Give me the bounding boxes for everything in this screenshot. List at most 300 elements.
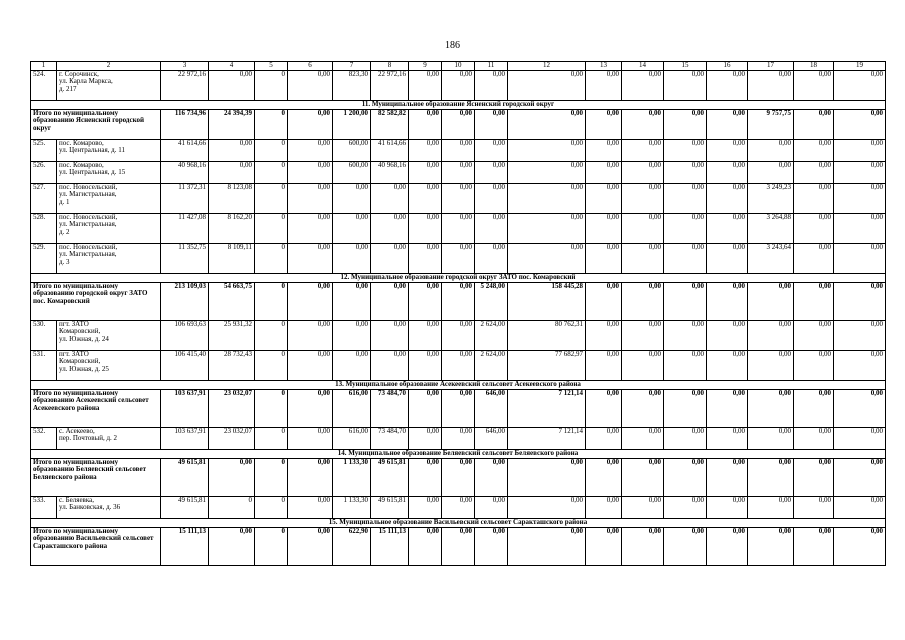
value-cell: 0,00 [288, 139, 333, 161]
address-cell: пос. Комарово, ул. Центральная, д. 15 [57, 161, 161, 183]
value-cell: 0,00 [664, 213, 707, 243]
value-cell: 0,00 [707, 161, 748, 183]
value-cell: 40 968,16 [161, 161, 209, 183]
value-cell: 0,00 [586, 350, 622, 380]
total-value: 0,00 [288, 389, 333, 427]
value-cell: 0,00 [707, 243, 748, 273]
value-cell: 41 614,66 [161, 139, 209, 161]
total-value: 0,00 [586, 527, 622, 565]
table-row [31, 427, 886, 449]
header-cell: 14 [622, 62, 664, 71]
value-cell: 8 162,20 [209, 213, 255, 243]
value-cell: 80 762,31 [508, 320, 586, 350]
value-cell: 0,00 [664, 139, 707, 161]
value-cell: 0,00 [834, 70, 886, 100]
total-value: 103 637,91 [161, 389, 209, 427]
value-cell: 3 249,23 [748, 183, 794, 213]
value-cell: 0 [255, 243, 288, 273]
value-cell: 0,00 [707, 70, 748, 100]
row-number: 531. [31, 350, 57, 380]
value-cell: 0 [255, 139, 288, 161]
value-cell: 0,00 [508, 243, 586, 273]
value-cell: 0 [255, 183, 288, 213]
total-value: 0,00 [442, 527, 475, 565]
total-value: 7 121,14 [508, 389, 586, 427]
value-cell: 0,00 [834, 161, 886, 183]
value-cell: 0,00 [794, 161, 834, 183]
value-cell: 0,00 [622, 213, 664, 243]
page-number: 186 [445, 40, 460, 51]
value-cell: 0,00 [508, 139, 586, 161]
header-cell: 12 [508, 62, 586, 71]
value-cell: 22 972,16 [161, 70, 209, 100]
value-cell: 0,00 [834, 427, 886, 449]
value-cell: 0 [255, 213, 288, 243]
address-cell: с. Беляевка, ул. Банковская, д. 36 [57, 496, 161, 518]
total-value: 23 032,07 [209, 389, 255, 427]
value-cell: 3 264,88 [748, 213, 794, 243]
value-cell: 0,00 [748, 350, 794, 380]
header-cell: 5 [255, 62, 288, 71]
value-cell: 0,00 [664, 70, 707, 100]
value-cell: 0,00 [707, 183, 748, 213]
value-cell: 0,00 [371, 320, 409, 350]
value-cell: 0 [255, 350, 288, 380]
total-value: 49 615,81 [371, 458, 409, 496]
value-cell: 0,00 [622, 427, 664, 449]
section-title: 14. Муниципальное образование Беляевский сельсовет Беляевского района [31, 449, 886, 458]
value-cell: 11 352,75 [161, 243, 209, 273]
value-cell: 0,00 [333, 213, 371, 243]
value-cell: 0,00 [475, 183, 508, 213]
row-number: 530. [31, 320, 57, 350]
total-value: 0,00 [409, 458, 442, 496]
table-row [31, 496, 886, 518]
value-cell: 11 427,08 [161, 213, 209, 243]
value-cell: 0,00 [794, 320, 834, 350]
value-cell: 25 931,32 [209, 320, 255, 350]
value-cell: 0,00 [508, 161, 586, 183]
value-cell: 600,00 [333, 139, 371, 161]
total-value: 0,00 [794, 282, 834, 320]
value-cell: 0,00 [333, 320, 371, 350]
value-cell: 0 [255, 496, 288, 518]
total-row [31, 458, 886, 496]
value-cell: 8 109,11 [209, 243, 255, 273]
value-cell: 0,00 [748, 496, 794, 518]
value-cell: 1 133,30 [333, 496, 371, 518]
value-cell: 0,00 [834, 350, 886, 380]
value-cell: 0,00 [409, 139, 442, 161]
value-cell: 0,00 [288, 213, 333, 243]
value-cell: 600,00 [333, 161, 371, 183]
total-value: 0,00 [834, 282, 886, 320]
total-value: 622,90 [333, 527, 371, 565]
value-cell: 0,00 [664, 161, 707, 183]
value-cell: 0,00 [288, 161, 333, 183]
header-cell: 13 [586, 62, 622, 71]
header-row [31, 62, 886, 71]
header-cell: 18 [794, 62, 834, 71]
value-cell: 3 243,64 [748, 243, 794, 273]
value-cell: 7 121,14 [508, 427, 586, 449]
section-title: 13. Муниципальное образование Асекеевский сельсовет Асекеевского района [31, 380, 886, 389]
total-value: 0,00 [288, 527, 333, 565]
total-value: 0 [255, 389, 288, 427]
total-value: 0,00 [442, 282, 475, 320]
total-value: 0,00 [442, 458, 475, 496]
value-cell: 41 614,66 [371, 139, 409, 161]
header-cell: 15 [664, 62, 707, 71]
total-value: 0,00 [475, 109, 508, 139]
value-cell: 0,00 [707, 496, 748, 518]
value-cell: 40 968,16 [371, 161, 409, 183]
value-cell: 0,00 [371, 350, 409, 380]
value-cell: 0,00 [442, 243, 475, 273]
total-value: 0,00 [622, 109, 664, 139]
header-cell: 19 [834, 62, 886, 71]
address-cell: г. Сорочинск, ул. Карла Маркса, д. 217 [57, 70, 161, 100]
total-value: 0 [255, 527, 288, 565]
total-value: 0,00 [409, 282, 442, 320]
total-row [31, 527, 886, 565]
value-cell: 0,00 [622, 496, 664, 518]
value-cell: 0,00 [664, 427, 707, 449]
value-cell: 0,00 [288, 350, 333, 380]
total-value: 0,00 [409, 109, 442, 139]
address-cell: пос. Комарово, ул. Центральная, д. 11 [57, 139, 161, 161]
total-value: 0,00 [371, 282, 409, 320]
value-cell: 0,00 [622, 183, 664, 213]
value-cell: 0,00 [288, 427, 333, 449]
value-cell: 0 [255, 161, 288, 183]
value-cell: 0,00 [834, 243, 886, 273]
address-cell: пгт. ЗАТО Комаровский, ул. Южная, д. 25 [57, 350, 161, 380]
row-number: 533. [31, 496, 57, 518]
total-value: 0,00 [288, 458, 333, 496]
total-value: 0,00 [333, 282, 371, 320]
table-row [31, 243, 886, 273]
total-value: 213 109,03 [161, 282, 209, 320]
value-cell: 0,00 [622, 243, 664, 273]
value-cell: 0,00 [586, 427, 622, 449]
total-value: 0,00 [442, 109, 475, 139]
table-row [31, 183, 886, 213]
value-cell: 73 484,70 [371, 427, 409, 449]
total-value: 0,00 [209, 458, 255, 496]
total-value: 0,00 [586, 389, 622, 427]
total-value: 0,00 [409, 527, 442, 565]
value-cell: 0 [255, 427, 288, 449]
value-cell: 0,00 [442, 320, 475, 350]
section-row [31, 100, 886, 109]
value-cell: 0,00 [794, 496, 834, 518]
value-cell: 0 [255, 70, 288, 100]
total-value: 0,00 [834, 458, 886, 496]
value-cell: 0,00 [622, 139, 664, 161]
total-value: 1 133,30 [333, 458, 371, 496]
value-cell: 0,00 [834, 496, 886, 518]
value-cell: 0,00 [409, 183, 442, 213]
value-cell: 0,00 [475, 496, 508, 518]
value-cell: 0,00 [442, 161, 475, 183]
value-cell: 0,00 [288, 496, 333, 518]
value-cell: 0,00 [333, 183, 371, 213]
header-cell: 17 [748, 62, 794, 71]
value-cell: 0,00 [748, 320, 794, 350]
table-row [31, 161, 886, 183]
value-cell: 0,00 [622, 161, 664, 183]
value-cell: 0,00 [442, 350, 475, 380]
table-row [31, 350, 886, 380]
table-row [31, 320, 886, 350]
section-row [31, 380, 886, 389]
total-value: 0,00 [664, 527, 707, 565]
section-title: 15. Муниципальное образование Васильевский сельсовет Саракташского района [31, 518, 886, 527]
value-cell: 0,00 [475, 161, 508, 183]
total-value: 0 [255, 458, 288, 496]
header-cell: 7 [333, 62, 371, 71]
total-value: 646,00 [475, 389, 508, 427]
value-cell: 0,00 [508, 70, 586, 100]
total-value: 0 [255, 282, 288, 320]
section-row [31, 518, 886, 527]
value-cell: 0,00 [586, 320, 622, 350]
data-table [30, 61, 886, 566]
value-cell: 0,00 [622, 320, 664, 350]
value-cell: 2 624,00 [475, 320, 508, 350]
total-value: 0,00 [442, 389, 475, 427]
total-value: 0,00 [707, 109, 748, 139]
total-value: 0,00 [748, 458, 794, 496]
value-cell: 0,00 [475, 243, 508, 273]
section-title: 11. Муниципальное образование Ясненский городской округ [31, 100, 886, 109]
value-cell: 0,00 [586, 139, 622, 161]
total-value: 0,00 [622, 527, 664, 565]
total-value: 49 615,81 [161, 458, 209, 496]
value-cell: 0,00 [475, 139, 508, 161]
value-cell: 0,00 [333, 350, 371, 380]
value-cell: 0,00 [748, 70, 794, 100]
total-value: 0,00 [664, 109, 707, 139]
value-cell: 0,00 [508, 183, 586, 213]
value-cell: 0,00 [707, 320, 748, 350]
value-cell: 49 615,81 [161, 496, 209, 518]
value-cell: 0,00 [442, 183, 475, 213]
address-cell: пос. Новосельский, ул. Магистральная, д. 3 [57, 243, 161, 273]
value-cell: 0,00 [586, 243, 622, 273]
value-cell: 0,00 [794, 427, 834, 449]
value-cell: 0,00 [333, 243, 371, 273]
address-cell: пгт. ЗАТО Комаровский, ул. Южная, д. 24 [57, 320, 161, 350]
value-cell: 0,00 [748, 427, 794, 449]
value-cell: 0,00 [664, 243, 707, 273]
value-cell: 0,00 [409, 161, 442, 183]
value-cell: 0,00 [371, 213, 409, 243]
total-value: 0,00 [475, 527, 508, 565]
total-value: 0,00 [288, 109, 333, 139]
value-cell: 0,00 [586, 161, 622, 183]
total-value: 0,00 [748, 389, 794, 427]
header-cell: 9 [409, 62, 442, 71]
total-value: 0,00 [586, 109, 622, 139]
value-cell: 0,00 [371, 243, 409, 273]
value-cell: 0,00 [409, 350, 442, 380]
total-label: Итого по муниципальному образованию Васильевский сельсовет Саракташского района [31, 527, 161, 565]
total-value: 5 248,00 [475, 282, 508, 320]
value-cell: 0,00 [707, 139, 748, 161]
total-row [31, 282, 886, 320]
value-cell: 0,00 [664, 350, 707, 380]
table-row [31, 213, 886, 243]
row-number: 524. [31, 70, 57, 100]
section-row [31, 449, 886, 458]
header-cell: 16 [707, 62, 748, 71]
total-value: 0,00 [622, 389, 664, 427]
header-cell: 11 [475, 62, 508, 71]
row-number: 532. [31, 427, 57, 449]
value-cell: 0,00 [475, 213, 508, 243]
total-value: 54 663,75 [209, 282, 255, 320]
value-cell: 0,00 [288, 243, 333, 273]
total-value: 0,00 [707, 527, 748, 565]
value-cell: 0,00 [586, 183, 622, 213]
value-cell: 0,00 [664, 496, 707, 518]
value-cell: 0,00 [794, 70, 834, 100]
total-value: 0,00 [834, 527, 886, 565]
section-row [31, 273, 886, 282]
total-value: 9 757,75 [748, 109, 794, 139]
value-cell: 0,00 [508, 213, 586, 243]
total-value: 0,00 [794, 389, 834, 427]
total-value: 0,00 [209, 527, 255, 565]
value-cell: 0,00 [371, 183, 409, 213]
value-cell: 0,00 [409, 427, 442, 449]
total-value: 0,00 [707, 458, 748, 496]
value-cell: 0,00 [288, 183, 333, 213]
value-cell: 0,00 [586, 496, 622, 518]
value-cell: 0,00 [748, 161, 794, 183]
value-cell: 0,00 [442, 139, 475, 161]
total-value: 116 734,96 [161, 109, 209, 139]
total-value: 0,00 [586, 458, 622, 496]
header-cell: 3 [161, 62, 209, 71]
total-value: 0,00 [409, 389, 442, 427]
value-cell: 0,00 [288, 70, 333, 100]
total-value: 0,00 [794, 527, 834, 565]
value-cell: 0,00 [288, 320, 333, 350]
value-cell: 0,00 [622, 350, 664, 380]
value-cell: 0,00 [707, 427, 748, 449]
total-label: Итого по муниципальному образованию городской округ ЗАТО пос. Комаровский [31, 282, 161, 320]
value-cell: 0 [255, 320, 288, 350]
value-cell: 0 [209, 496, 255, 518]
row-number: 529. [31, 243, 57, 273]
value-cell: 0,00 [794, 243, 834, 273]
value-cell: 0,00 [794, 183, 834, 213]
total-value: 0,00 [508, 109, 586, 139]
total-value: 0,00 [834, 109, 886, 139]
header-cell: 4 [209, 62, 255, 71]
total-row [31, 109, 886, 139]
value-cell: 0,00 [664, 320, 707, 350]
value-cell: 22 972,16 [371, 70, 409, 100]
total-value: 0,00 [664, 458, 707, 496]
value-cell: 0,00 [409, 213, 442, 243]
value-cell: 0,00 [794, 139, 834, 161]
total-value: 0,00 [508, 527, 586, 565]
value-cell: 0,00 [209, 139, 255, 161]
header-cell: 2 [57, 62, 161, 71]
row-number: 526. [31, 161, 57, 183]
value-cell: 0,00 [834, 183, 886, 213]
header-cell: 1 [31, 62, 57, 71]
value-cell: 0,00 [707, 350, 748, 380]
value-cell: 11 372,31 [161, 183, 209, 213]
value-cell: 0,00 [794, 213, 834, 243]
value-cell: 0,00 [475, 70, 508, 100]
header-cell: 6 [288, 62, 333, 71]
header-cell: 10 [442, 62, 475, 71]
value-cell: 0,00 [409, 70, 442, 100]
row-number: 527. [31, 183, 57, 213]
total-value: 0,00 [508, 458, 586, 496]
value-cell: 616,00 [333, 427, 371, 449]
total-value: 15 111,13 [161, 527, 209, 565]
value-cell: 28 732,43 [209, 350, 255, 380]
total-value: 0,00 [664, 282, 707, 320]
value-cell: 0,00 [409, 496, 442, 518]
value-cell: 0,00 [586, 213, 622, 243]
value-cell: 77 682,97 [508, 350, 586, 380]
total-row [31, 389, 886, 427]
value-cell: 0,00 [409, 320, 442, 350]
total-value: 0,00 [707, 282, 748, 320]
value-cell: 49 615,81 [371, 496, 409, 518]
total-value: 0,00 [622, 458, 664, 496]
total-value: 616,00 [333, 389, 371, 427]
value-cell: 0,00 [442, 70, 475, 100]
value-cell: 0,00 [834, 213, 886, 243]
value-cell: 0,00 [508, 496, 586, 518]
total-value: 0,00 [664, 389, 707, 427]
value-cell: 106 693,63 [161, 320, 209, 350]
value-cell: 0,00 [622, 70, 664, 100]
total-value: 0 [255, 109, 288, 139]
total-value: 0,00 [834, 389, 886, 427]
value-cell: 0,00 [209, 70, 255, 100]
value-cell: 0,00 [664, 183, 707, 213]
value-cell: 103 637,91 [161, 427, 209, 449]
total-value: 0,00 [288, 282, 333, 320]
total-value: 0,00 [707, 389, 748, 427]
total-value: 158 445,28 [508, 282, 586, 320]
total-label: Итого по муниципальному образованию Ясненский городской округ [31, 109, 161, 139]
total-value: 0,00 [748, 282, 794, 320]
value-cell: 0,00 [794, 350, 834, 380]
total-value: 0,00 [475, 458, 508, 496]
value-cell: 0,00 [586, 70, 622, 100]
total-label: Итого по муниципальному образованию Беляевский сельсовет Беляевского района [31, 458, 161, 496]
value-cell: 0,00 [834, 139, 886, 161]
value-cell: 0,00 [442, 427, 475, 449]
table-row [31, 139, 886, 161]
total-value: 0,00 [586, 282, 622, 320]
total-value: 0,00 [794, 109, 834, 139]
total-value: 0,00 [622, 282, 664, 320]
value-cell: 8 123,08 [209, 183, 255, 213]
total-label: Итого по муниципальному образованию Асекеевский сельсовет Асекеевского района [31, 389, 161, 427]
